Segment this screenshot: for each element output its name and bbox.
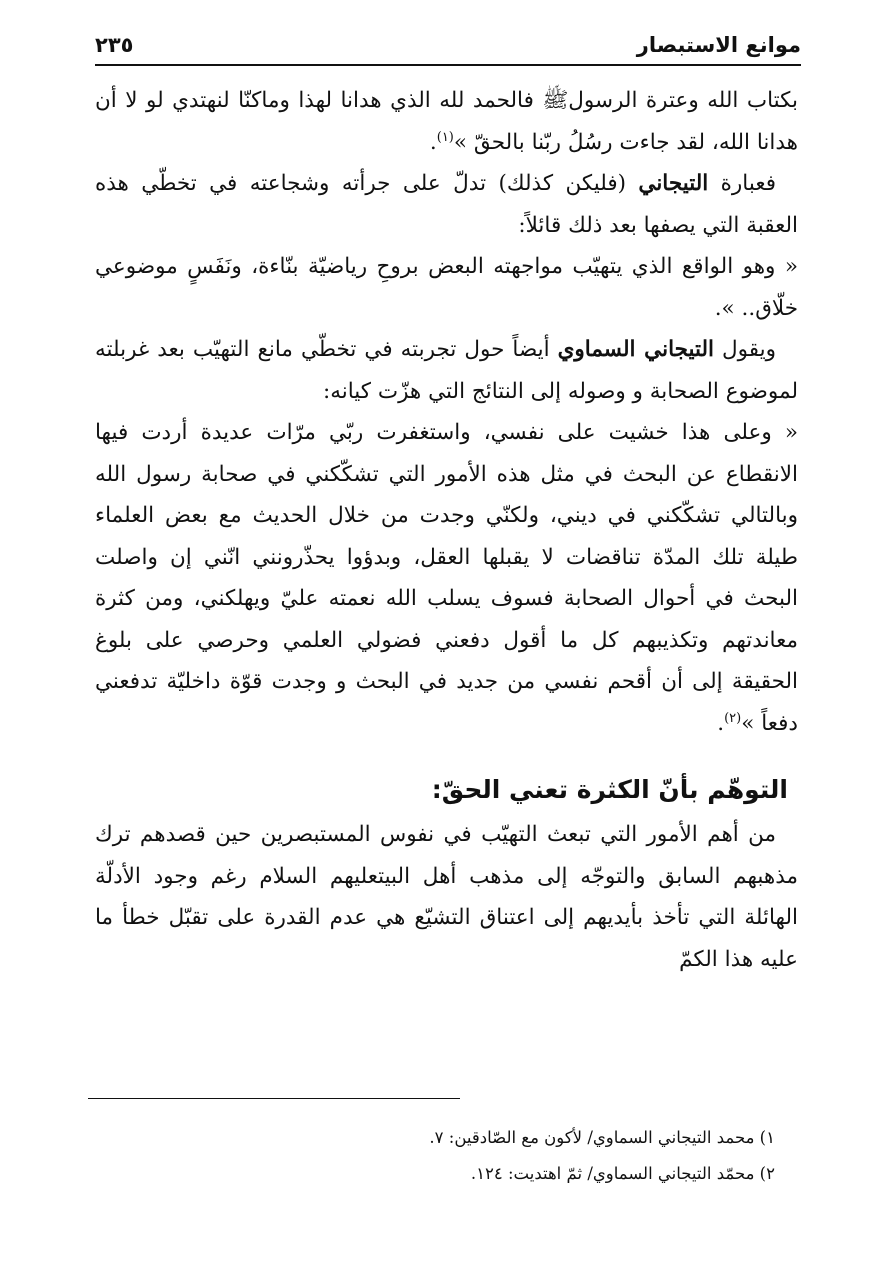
footnotes: [95, 1120, 775, 1192]
quote-2-end: .: [717, 710, 725, 736]
quote-2: [95, 412, 798, 744]
paragraph-2-rest: (فليكن كذلك) تدلّ على جرأته وشجاعته في تخطّي هذه العقبة التي يصفها بعد ذلك قائلاً:: [95, 171, 798, 238]
footnote-divider: [88, 1098, 460, 1099]
footnote-1: ١) محمد التيجاني السماوي/ لأكون مع الصّادقين: ٧.: [429, 1128, 775, 1147]
author-name-tijani: التيجاني: [638, 171, 709, 196]
paragraph-2-start: فعبارة: [708, 171, 777, 196]
footnote-ref-2: (٢): [724, 710, 742, 726]
running-title: موانع الاستبصار: [636, 33, 801, 57]
quote-2-text: « وعلى هذا خشيت على نفسي، واستغفرت ربّي مرّات عديدة أردت فيها الانقطاع عن البحث في مثل هذه الأمور التي تشكّكني في صحابة رسول الله وبالتالي تشكّكني في ديني، ولكنّي وجدت من خلال الحديث مع بعض العلماء طيلة تلك المدّة تناقضات لا يقبلها العقل، وبدؤوا يحذّرونني انّني إن واصلت البحث في أحوال الصحابة فسوف يسلب الله نعمته عليّ ويهلكني، ومن كثرة معاندتهم وتكذيبهم كل ما أقول دفعني فضولي العلمي وحرصي على بلوغ الحقيقة إلى أن أقحم نفسي من جديد في البحث و وجدت قوّة داخليّة تدفعني دفعاً »: [95, 420, 798, 736]
quote-1: « وهو الواقع الذي يتهيّب مواجهته البعض بروحِ رياضيّة بنّاءة، ونَفَسٍ موضوعي خلّاق.. ».: [95, 254, 798, 321]
footnote-2: ٢) محمّد التيجاني السماوي/ ثمّ اهتديت: ١٢٤.: [470, 1164, 775, 1183]
paragraph-1-text: بكتاب الله وعترة الرسولﷺ فالحمد لله الذي هدانا لهذا وماكنّا لنهتدي لو لا أن هدانا الله، لقد جاءت رسُلُ ربّنا بالحقّ »: [95, 88, 798, 155]
paragraph-4-rest: أيضاً حول تجربته في تخطّي مانع التهيّب بعد غربلته لموضوع الصحابة و وصوله إلى النتائج التي هزّت كيانه:: [95, 337, 798, 404]
paragraph-2: [95, 163, 798, 246]
author-name-tijani-samawi: التيجاني السماوي: [557, 337, 714, 362]
body-text: [95, 80, 798, 980]
paragraph-1-end: .: [429, 129, 437, 155]
paragraph-4: [95, 329, 798, 412]
section-heading: التوهّم بأنّ الكثرة تعني الحقّ:: [431, 775, 788, 804]
page-header: [95, 30, 801, 66]
page-number: ٢٣٥: [95, 33, 134, 57]
footnote-ref-1: (١): [436, 129, 454, 145]
paragraph-4-start: ويقول: [714, 337, 776, 362]
paragraph-1: [95, 80, 798, 163]
paragraph-6: من أهم الأمور التي تبعث التهيّب في نفوس المستبصرين حين قصدهم ترك مذهبهم السابق والتوجّه إلى مذهب أهل البيتعليهم السلام رغم وجود الأدلّة الهائلة التي تأخذ بأيديهم إلى اعتناق التشيّع هي عدم القدرة على تقبّل خطأ ما عليه هذا الكمّ: [95, 822, 798, 972]
